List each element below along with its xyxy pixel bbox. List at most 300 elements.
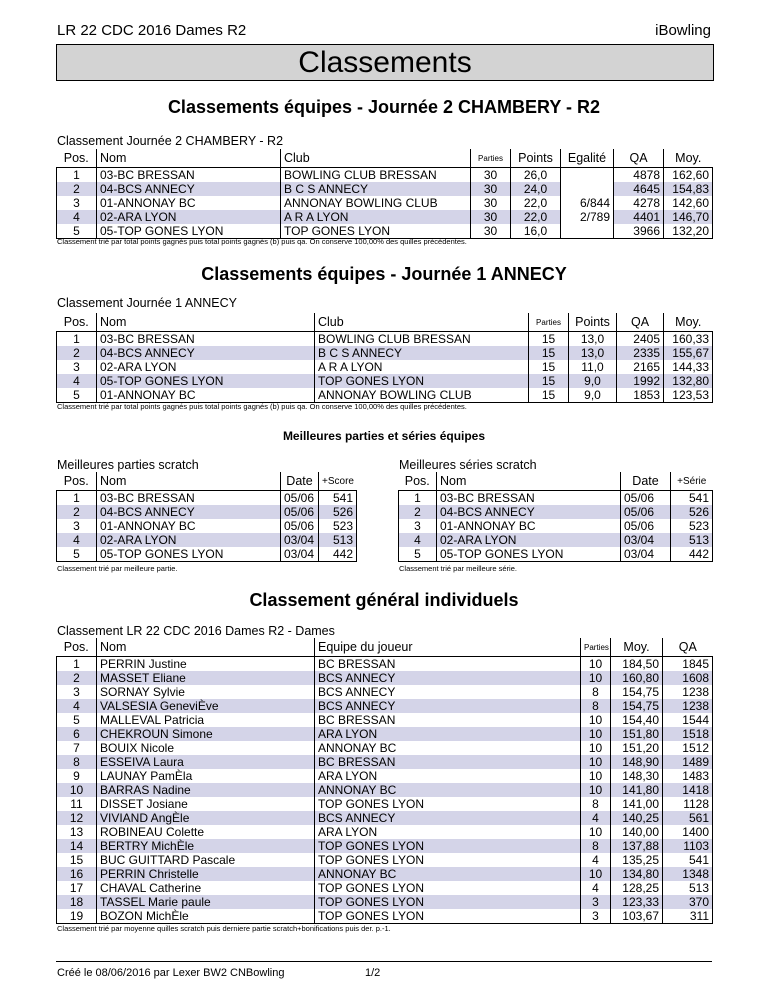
table-cell: 154,40: [611, 713, 663, 727]
table-cell: 311: [663, 909, 713, 924]
note-individuels: Classement trié par moyenne quilles scratch puis derniere partie scratch+bonifications puis der. p.-1.: [57, 924, 391, 933]
table-cell: A R A LYON: [315, 360, 529, 374]
header-right: iBowling: [655, 22, 711, 39]
table-row: [57, 909, 713, 924]
table-cell: 1608: [663, 671, 713, 685]
table-cell: 140,25: [611, 811, 663, 825]
table-cell: BOWLING CLUB BRESSAN: [281, 168, 471, 183]
table-cell: 10: [581, 671, 611, 685]
table-row: [57, 374, 713, 388]
table-cell: 30: [471, 210, 511, 224]
table-cell: 1418: [663, 783, 713, 797]
table-cell: 02-ARA LYON: [97, 360, 315, 374]
table-row: [57, 388, 713, 403]
table-cell: 17: [57, 881, 97, 895]
table-cell: ANNONAY BC: [315, 783, 581, 797]
table-cell: 22,0: [511, 210, 561, 224]
table-cell: TOP GONES LYON: [315, 909, 581, 924]
table-cell: 03-BC BRESSAN: [97, 332, 315, 347]
table-cell: 2405: [617, 332, 664, 347]
table-cell: 13,0: [569, 346, 617, 360]
table-row: [57, 853, 713, 867]
table-cell: 5: [57, 547, 97, 562]
table-cell: 123,53: [664, 388, 713, 403]
table-cell: 15: [529, 332, 569, 347]
table-cell: PERRIN Christelle: [97, 867, 315, 881]
table-cell: TOP GONES LYON: [315, 839, 581, 853]
table-cell: 1128: [663, 797, 713, 811]
table-cell: 132,20: [664, 224, 713, 239]
table-cell: 03-BC BRESSAN: [97, 168, 281, 183]
table-cell: TASSEL Marie paule: [97, 895, 315, 909]
table-row: [57, 699, 713, 713]
col-parties: Parties: [581, 638, 611, 657]
table-row: [57, 895, 713, 909]
col-qa: QA: [678, 640, 697, 654]
table-cell: 513: [663, 881, 713, 895]
col-club: Club: [281, 149, 471, 168]
col-pos: Pos.: [57, 313, 97, 332]
table-cell: 4: [57, 374, 97, 388]
note-series: Classement trié par meilleure série.: [399, 564, 517, 573]
table-cell: 160,33: [664, 332, 713, 347]
table-cell: 05/06: [281, 491, 319, 506]
table-cell: 10: [581, 657, 611, 672]
table-cell: 10: [581, 867, 611, 881]
table-cell: 154,75: [611, 685, 663, 699]
table-cell: 1853: [617, 388, 664, 403]
col-egalite: Egalité: [561, 149, 614, 168]
table-cell: 3: [581, 909, 611, 924]
table-cell: 01-ANNONAY BC: [97, 388, 315, 403]
table-cell: 04-BCS ANNECY: [437, 505, 621, 519]
table-cell: BERTRY MichÈle: [97, 839, 315, 853]
caption-individuels: Classement LR 22 CDC 2016 Dames R2 - Dames: [57, 624, 335, 638]
caption-parties: Meilleures parties scratch: [57, 458, 199, 472]
col-score: +Score: [322, 475, 354, 487]
table-row: [399, 519, 713, 533]
table-cell: 04-BCS ANNECY: [97, 505, 281, 519]
table-cell: ANNONAY BOWLING CLUB: [281, 196, 471, 210]
col-qa: QA: [614, 149, 664, 168]
table-cell: A R A LYON: [281, 210, 471, 224]
table-row: [57, 867, 713, 881]
table-cell: 02-ARA LYON: [437, 533, 621, 547]
table-cell: [561, 224, 614, 239]
table-cell: 05-TOP GONES LYON: [97, 224, 281, 239]
table-cell: 26,0: [511, 168, 561, 183]
table-cell: VIVIAND AngÈle: [97, 811, 315, 825]
table-journee2: [56, 149, 713, 239]
table-cell: BUC GUITTARD Pascale: [97, 853, 315, 867]
table-cell: B C S ANNECY: [315, 346, 529, 360]
table-cell: 10: [581, 783, 611, 797]
table-cell: 9: [57, 769, 97, 783]
col-moy: Moy.: [675, 315, 702, 329]
table-cell: BCS ANNECY: [315, 811, 581, 825]
table-cell: B C S ANNECY: [281, 182, 471, 196]
table-cell: 8: [581, 699, 611, 713]
note-journee1: Classement trié par total points gagnés puis total points gagnés (b) puis qa. On conserve 100,00% des quilles précédentes.: [57, 402, 467, 411]
table-cell: 2165: [617, 360, 664, 374]
table-cell: 4: [581, 811, 611, 825]
table-cell: 4401: [614, 210, 664, 224]
col-qa: QA: [617, 313, 664, 332]
table-cell: 16,0: [511, 224, 561, 239]
table-cell: 1238: [663, 699, 713, 713]
table-cell: 10: [581, 727, 611, 741]
table-cell: 18: [57, 895, 97, 909]
table-cell: 1: [57, 168, 97, 183]
table-cell: 370: [663, 895, 713, 909]
table-cell: 142,60: [664, 196, 713, 210]
table-cell: BCS ANNECY: [315, 671, 581, 685]
table-row: [57, 547, 357, 562]
col-parties: Parties: [471, 149, 511, 168]
table-cell: 3: [399, 519, 437, 533]
table-cell: CHAVAL Catherine: [97, 881, 315, 895]
table-cell: 1512: [663, 741, 713, 755]
table-cell: 4278: [614, 196, 664, 210]
table-cell: 05/06: [621, 519, 671, 533]
table-cell: 2: [57, 346, 97, 360]
table-cell: 2/789: [561, 210, 614, 224]
table-cell: 137,88: [611, 839, 663, 853]
table-cell: 4645: [614, 182, 664, 196]
section-title-meilleures: Meilleures parties et séries équipes: [282, 429, 486, 443]
table-cell: BC BRESSAN: [315, 713, 581, 727]
table-cell: 154,75: [611, 699, 663, 713]
col-points: Points: [511, 149, 561, 168]
table-cell: PERRIN Justine: [97, 657, 315, 672]
table-cell: 10: [581, 825, 611, 839]
table-cell: BCS ANNECY: [315, 699, 581, 713]
col-date: Date: [621, 472, 671, 491]
table-cell: BC BRESSAN: [315, 755, 581, 769]
table-cell: 1845: [663, 657, 713, 672]
table-cell: BOUIX Nicole: [97, 741, 315, 755]
table-cell: 5: [399, 547, 437, 562]
table-cell: BCS ANNECY: [315, 685, 581, 699]
table-row: [57, 168, 713, 183]
table-cell: MASSET Eliane: [97, 671, 315, 685]
table-cell: 1238: [663, 685, 713, 699]
table-cell: 24,0: [511, 182, 561, 196]
table-cell: 1: [57, 491, 97, 506]
table-row: [57, 505, 357, 519]
table-cell: 14: [57, 839, 97, 853]
table-cell: 12: [57, 811, 97, 825]
table-meilleures-series: [398, 472, 713, 562]
table-row: [57, 769, 713, 783]
col-date: Date: [281, 472, 319, 491]
table-row: [57, 671, 713, 685]
table-cell: 8: [581, 797, 611, 811]
table-cell: [561, 182, 614, 196]
table-cell: 04-BCS ANNECY: [97, 182, 281, 196]
table-cell: 1489: [663, 755, 713, 769]
col-pos: Pos.: [399, 472, 437, 491]
table-row: [57, 727, 713, 741]
table-cell: 03/04: [621, 547, 671, 562]
table-cell: 155,67: [664, 346, 713, 360]
table-cell: 03-BC BRESSAN: [437, 491, 621, 506]
table-cell: 561: [663, 811, 713, 825]
table-cell: 140,00: [611, 825, 663, 839]
table-cell: 132,80: [664, 374, 713, 388]
col-nom: Nom: [97, 149, 281, 168]
table-cell: 01-ANNONAY BC: [97, 519, 281, 533]
table-cell: 5: [57, 224, 97, 239]
table-cell: 2: [57, 671, 97, 685]
table-cell: 4878: [614, 168, 664, 183]
note-parties: Classement trié par meilleure partie.: [57, 564, 178, 573]
table-row: [399, 505, 713, 519]
table-cell: 1103: [663, 839, 713, 853]
table-row: [399, 547, 713, 562]
table-cell: 02-ARA LYON: [97, 210, 281, 224]
table-cell: 141,00: [611, 797, 663, 811]
table-cell: 13: [57, 825, 97, 839]
col-serie: +Série: [677, 475, 707, 487]
table-cell: 541: [663, 853, 713, 867]
table-cell: 10: [57, 783, 97, 797]
table-cell: 15: [57, 853, 97, 867]
table-cell: 05/06: [281, 519, 319, 533]
table-row: [57, 741, 713, 755]
table-cell: 8: [581, 685, 611, 699]
table-cell: ANNONAY BC: [315, 867, 581, 881]
table-cell: TOP GONES LYON: [315, 853, 581, 867]
table-cell: ANNONAY BC: [315, 741, 581, 755]
col-nom: Nom: [97, 638, 315, 657]
table-cell: ESSEIVA Laura: [97, 755, 315, 769]
table-cell: CHEKROUN Simone: [97, 727, 315, 741]
table-cell: 7: [57, 741, 97, 755]
section-title-journee2: Classements équipes - Journée 2 CHAMBERY - R2: [167, 97, 601, 117]
table-row: [57, 797, 713, 811]
table-cell: 15: [529, 374, 569, 388]
table-cell: 16: [57, 867, 97, 881]
table-cell: 154,83: [664, 182, 713, 196]
table-cell: 03/04: [281, 533, 319, 547]
table-cell: ARA LYON: [315, 769, 581, 783]
table-cell: 541: [671, 491, 713, 506]
col-pos: Pos.: [57, 472, 97, 491]
table-cell: 151,80: [611, 727, 663, 741]
table-cell: 134,80: [611, 867, 663, 881]
header-left: LR 22 CDC 2016 Dames R2: [57, 22, 247, 39]
table-cell: [561, 168, 614, 183]
col-club: Club: [315, 313, 529, 332]
table-row: [57, 755, 713, 769]
table-cell: 30: [471, 182, 511, 196]
table-cell: 4: [57, 210, 97, 224]
table-cell: 2335: [617, 346, 664, 360]
table-cell: 3: [57, 196, 97, 210]
table-cell: 10: [581, 713, 611, 727]
table-cell: 5: [57, 713, 97, 727]
table-cell: ANNONAY BOWLING CLUB: [315, 388, 529, 403]
table-cell: VALSESIA GeneviÈve: [97, 699, 315, 713]
table-cell: 148,30: [611, 769, 663, 783]
table-cell: 4: [581, 881, 611, 895]
table-cell: 151,20: [611, 741, 663, 755]
table-cell: 30: [471, 224, 511, 239]
table-cell: 05/06: [621, 505, 671, 519]
table-cell: 13,0: [569, 332, 617, 347]
table-row: [399, 491, 713, 506]
table-cell: 1400: [663, 825, 713, 839]
table-cell: 162,60: [664, 168, 713, 183]
table-cell: 513: [319, 533, 357, 547]
col-pos: Pos.: [57, 638, 97, 657]
table-cell: 10: [581, 769, 611, 783]
table-cell: 03/04: [621, 533, 671, 547]
col-equipe: Equipe du joueur: [315, 638, 581, 657]
col-nom: Nom: [97, 472, 281, 491]
table-cell: 4: [57, 699, 97, 713]
table-cell: 442: [671, 547, 713, 562]
footer-page-number: 1/2: [365, 967, 381, 979]
caption-journee1: Classement Journée 1 ANNECY: [57, 296, 237, 310]
table-individuels: [56, 638, 713, 924]
table-cell: 160,80: [611, 671, 663, 685]
table-cell: 11: [57, 797, 97, 811]
table-cell: BARRAS Nadine: [97, 783, 315, 797]
table-row: [57, 825, 713, 839]
col-moy: Moy.: [611, 638, 663, 657]
table-cell: 05/06: [621, 491, 671, 506]
table-journee1: [56, 313, 713, 403]
table-cell: 10: [581, 741, 611, 755]
table-cell: 8: [581, 839, 611, 853]
table-cell: 30: [471, 168, 511, 183]
col-nom: Nom: [97, 313, 315, 332]
table-cell: 523: [671, 519, 713, 533]
table-cell: 2: [57, 182, 97, 196]
table-cell: 03/04: [281, 547, 319, 562]
table-row: [399, 533, 713, 547]
table-row: [57, 182, 713, 196]
table-cell: TOP GONES LYON: [315, 797, 581, 811]
table-cell: 184,50: [611, 657, 663, 672]
table-cell: 30: [471, 196, 511, 210]
table-cell: 5: [57, 388, 97, 403]
table-cell: 1544: [663, 713, 713, 727]
table-cell: 01-ANNONAY BC: [437, 519, 621, 533]
section-title-journee1: Classements équipes - Journée 1 ANNECY: [201, 264, 567, 284]
table-cell: 526: [319, 505, 357, 519]
col-points: Points: [569, 313, 617, 332]
section-title-individuels: Classement général individuels: [249, 590, 519, 610]
table-cell: 1348: [663, 867, 713, 881]
table-meilleures-parties: [56, 472, 357, 562]
table-cell: TOP GONES LYON: [281, 224, 471, 239]
table-row: [57, 685, 713, 699]
table-cell: 9,0: [569, 374, 617, 388]
table-row: [57, 839, 713, 853]
table-cell: 2: [399, 505, 437, 519]
page-title-banner: Classements: [56, 44, 714, 81]
table-cell: 22,0: [511, 196, 561, 210]
table-cell: 523: [319, 519, 357, 533]
table-cell: 10: [581, 755, 611, 769]
table-cell: TOP GONES LYON: [315, 374, 529, 388]
table-cell: 9,0: [569, 388, 617, 403]
table-cell: 19: [57, 909, 97, 924]
table-cell: DISSET Josiane: [97, 797, 315, 811]
table-cell: 6: [57, 727, 97, 741]
table-cell: 144,33: [664, 360, 713, 374]
note-journee2: Classement trié par total points gagnés puis total points gagnés (b) puis qa. On conserve 100,00% des quilles précédentes.: [57, 237, 467, 246]
table-row: [57, 881, 713, 895]
table-cell: 8: [57, 755, 97, 769]
table-cell: 15: [529, 360, 569, 374]
table-cell: 1518: [663, 727, 713, 741]
table-cell: TOP GONES LYON: [315, 881, 581, 895]
table-cell: 3: [57, 519, 97, 533]
table-cell: 3: [581, 895, 611, 909]
table-cell: 146,70: [664, 210, 713, 224]
table-cell: 05-TOP GONES LYON: [97, 547, 281, 562]
table-cell: SORNAY Sylvie: [97, 685, 315, 699]
table-cell: MALLEVAL Patricia: [97, 713, 315, 727]
caption-series: Meilleures séries scratch: [399, 458, 537, 472]
table-cell: 4: [581, 853, 611, 867]
table-cell: 135,25: [611, 853, 663, 867]
table-cell: 541: [319, 491, 357, 506]
table-cell: 103,67: [611, 909, 663, 924]
table-cell: BC BRESSAN: [315, 657, 581, 672]
table-cell: 1483: [663, 769, 713, 783]
table-cell: 1: [57, 657, 97, 672]
table-cell: ARA LYON: [315, 727, 581, 741]
caption-journee2: Classement Journée 2 CHAMBERY - R2: [57, 134, 284, 148]
table-row: [57, 491, 357, 506]
table-cell: 05-TOP GONES LYON: [437, 547, 621, 562]
col-nom: Nom: [437, 472, 621, 491]
table-cell: 15: [529, 346, 569, 360]
table-cell: 11,0: [569, 360, 617, 374]
table-cell: 02-ARA LYON: [97, 533, 281, 547]
table-cell: BOZON MichÈle: [97, 909, 315, 924]
table-row: [57, 783, 713, 797]
table-cell: 3: [57, 685, 97, 699]
table-cell: ARA LYON: [315, 825, 581, 839]
table-cell: 01-ANNONAY BC: [97, 196, 281, 210]
table-row: [57, 811, 713, 825]
footer-created: Créé le 08/06/2016 par Lexer BW2 CNBowling: [57, 967, 285, 979]
table-cell: 3966: [614, 224, 664, 239]
table-cell: 4: [399, 533, 437, 547]
table-row: [57, 346, 713, 360]
table-row: [57, 519, 357, 533]
table-row: [57, 657, 713, 672]
table-cell: 4: [57, 533, 97, 547]
col-parties: Parties: [529, 313, 569, 332]
table-cell: 1: [57, 332, 97, 347]
table-row: [57, 210, 713, 224]
table-cell: 128,25: [611, 881, 663, 895]
table-cell: 04-BCS ANNECY: [97, 346, 315, 360]
table-row: [57, 533, 357, 547]
table-cell: 1: [399, 491, 437, 506]
col-moy: Moy.: [675, 151, 702, 165]
table-cell: 6/844: [561, 196, 614, 210]
table-row: [57, 360, 713, 374]
table-cell: 05-TOP GONES LYON: [97, 374, 315, 388]
